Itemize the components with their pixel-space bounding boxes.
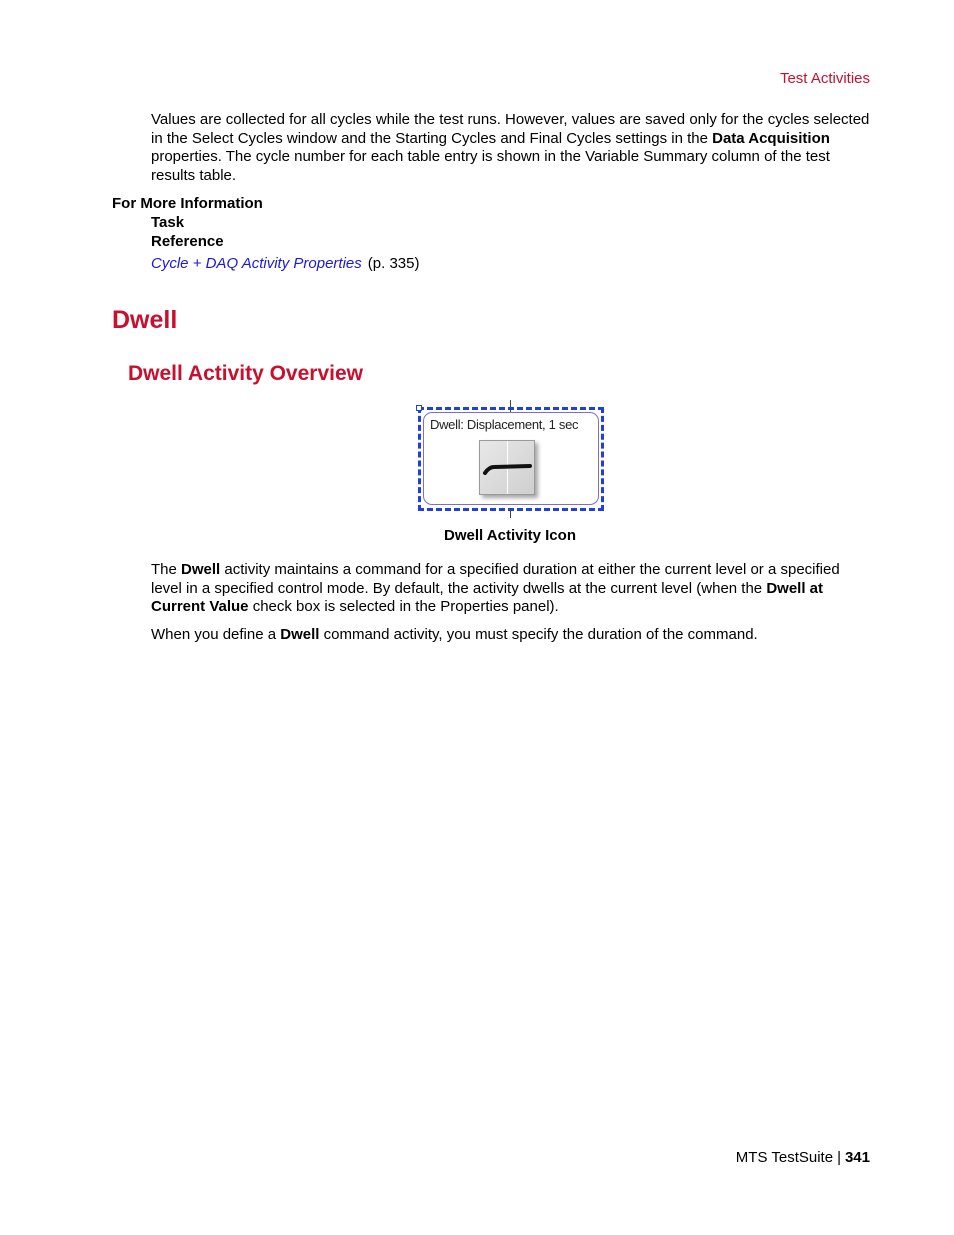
footer-product: MTS TestSuite (735, 1149, 834, 1166)
dwell-activity-icon (479, 440, 535, 495)
dwell-define-paragraph (151, 626, 873, 645)
intro-text-1: Values are collected for all cycles while the test runs. However, values are saved only for the cycles selected in the Select Cycles window and the Starting Cycles and Final Cycles settings in the (151, 111, 870, 147)
section-heading-dwell: Dwell (112, 306, 178, 334)
more-info-title: For More Information (112, 195, 263, 212)
footer-separator: | (837, 1149, 841, 1166)
dwell-activity-node (423, 412, 599, 505)
figure-caption: Dwell Activity Icon (444, 527, 576, 544)
define-text-2: command activity, you must specify the duration of the command. (319, 626, 758, 643)
subheading-dwell-overview: Dwell Activity Overview (128, 362, 363, 385)
dwell-description-paragraph (151, 561, 873, 617)
page-number: 341 (844, 1149, 870, 1166)
dwell-activity-figure (412, 400, 612, 518)
intro-paragraph (151, 111, 873, 185)
more-info-task-label: Task (151, 214, 185, 231)
dwell-node-label: Dwell: Displacement, 1 sec (430, 417, 579, 432)
page-footer (736, 1149, 870, 1166)
page-reference: (p. 335) (367, 255, 420, 272)
connector-line-bottom (510, 508, 511, 518)
define-bold-dwell: Dwell (280, 626, 320, 643)
dwell-bold-current-value: Dwell at Current Value (151, 579, 824, 615)
dwell-text-3: check box is selected in the Properties panel). (248, 598, 559, 615)
dwell-text-2: activity maintains a command for a specified duration at either the current level or a specified level in a specified control mode. By default, the activity dwells at the current level (when the (151, 561, 840, 597)
running-header-section-title: Test Activities (779, 70, 870, 87)
selection-handle (416, 405, 422, 411)
dwell-bold-1: Dwell (181, 561, 221, 578)
define-text-1: When you define a (151, 626, 281, 643)
cycle-daq-properties-link[interactable]: Cycle + DAQ Activity Properties (151, 255, 362, 272)
dwell-text-1: The (151, 561, 182, 578)
more-info-reference-label: Reference (151, 233, 224, 250)
dwell-line-icon (480, 441, 536, 496)
more-info-reference-row (151, 255, 419, 272)
intro-text-2: properties. The cycle number for each table entry is shown in the Variable Summary column of the test results table. (151, 148, 830, 184)
intro-bold-data-acquisition: Data Acquisition (712, 129, 830, 147)
